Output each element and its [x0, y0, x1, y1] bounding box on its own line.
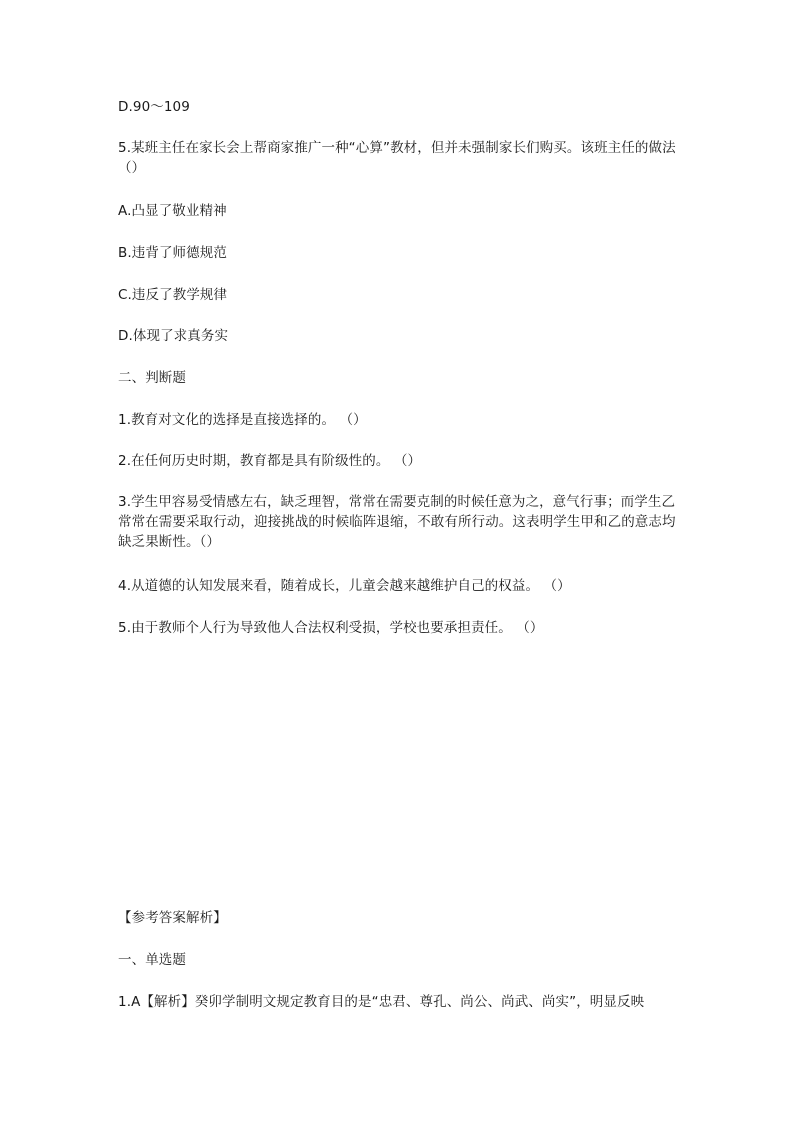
tf-question-1: 1.教育对文化的选择是直接选择的。 （） [118, 412, 367, 428]
tf-question-5: 5.由于教师个人行为导致他人合法权利受损，学校也要承担责任。 （） [118, 620, 544, 636]
question-5-stem: 5.某班主任在家长会上帮商家推广一种“心算”教材，但并未强制家长们购买。该班主任的做法（） [118, 140, 676, 176]
tf-question-3: 3.学生甲容易受情感左右，缺乏理智，常常在需要克制的时候任意为之，意气行事；而学生乙常常在需要采取行动，迎接挑战的时候临阵退缩，不敢有所行动。这表明学生甲和乙的意志均缺乏果断性。（） [118, 494, 676, 550]
tf-question-4: 4.从道德的认知发展来看，随着成长，儿童会越来越维护自己的权益。 （） [118, 578, 571, 594]
answers-section-title: 一、单选题 [118, 952, 186, 968]
tf-question-2: 2.在任何历史时期，教育都是具有阶级性的。 （） [118, 453, 422, 469]
option-d-q4: D.90～109 [118, 99, 190, 115]
section-title-true-false: 二、判断题 [118, 370, 186, 386]
option-c-q5: C.违反了教学规律 [118, 287, 228, 303]
answer-item-1: 1.A【解析】癸卯学制明文规定教育目的是“忠君、尊孔、尚公、尚武、尚实”，明显反映 [118, 994, 645, 1010]
answers-heading: 【参考答案解析】 [118, 910, 227, 926]
option-d-q5: D.体现了求真务实 [118, 328, 229, 344]
option-b-q5: B.违背了师德规范 [118, 245, 227, 261]
option-a-q5: A.凸显了敬业精神 [118, 203, 227, 219]
